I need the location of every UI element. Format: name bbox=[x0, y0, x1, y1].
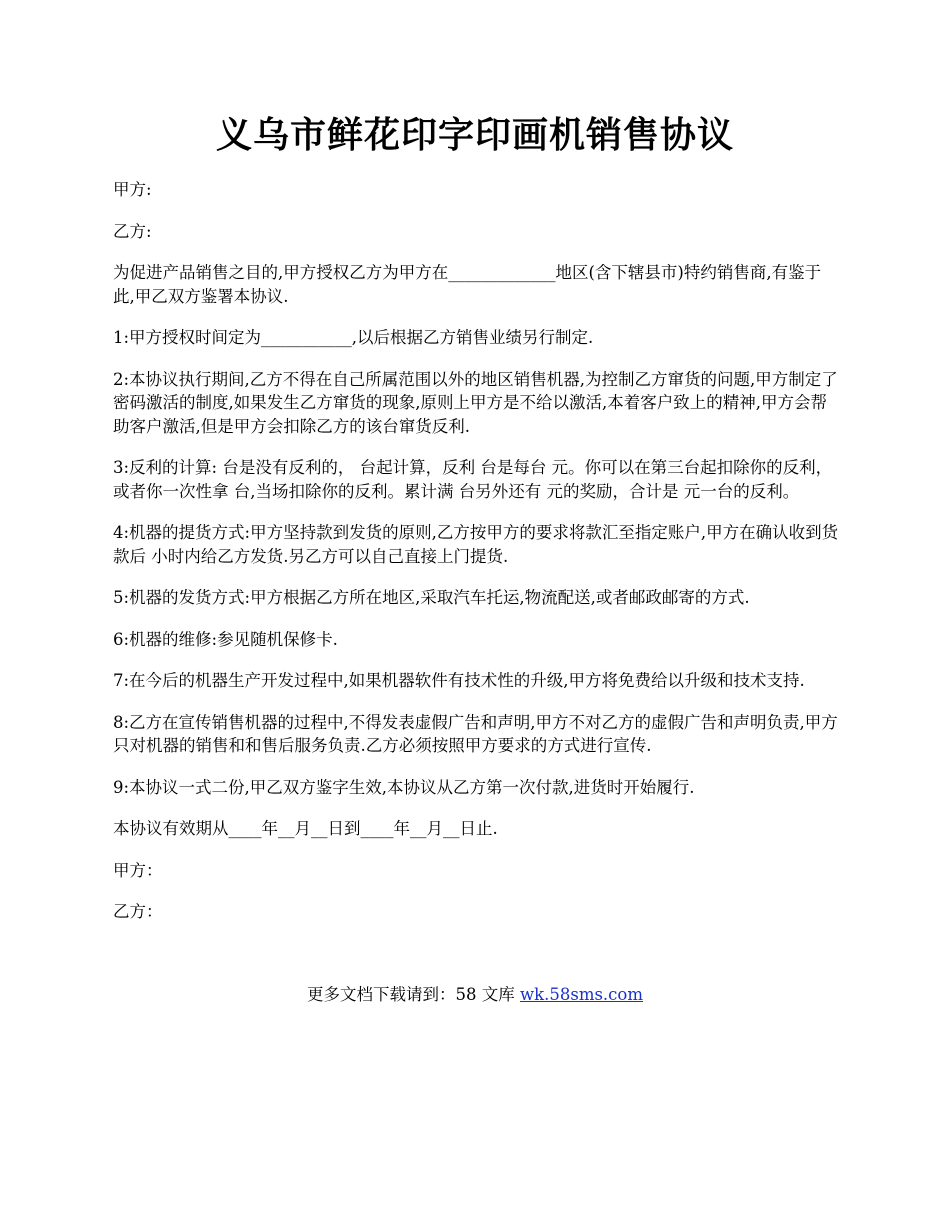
clause-1: 1:甲方授权时间定为___________,以后根据乙方销售业绩另行制定. bbox=[113, 328, 594, 347]
footer bbox=[0, 983, 950, 1007]
clause-2: 2:本协议执行期间,乙方不得在自己所属范围以外的地区销售机器,为控制乙方窜货的问题,甲方制定了密码激活的制度,如果发生乙方窜货的现象,原则上甲方是不给以激活,本着客户致上的精神,甲方会帮助客户激活,但是甲方会扣除乙方的该台窜货反利. bbox=[113, 369, 838, 436]
party-b-signature: 乙方： bbox=[113, 902, 163, 921]
preamble-paragraph: 为促进产品销售之目的,甲方授权乙方为甲方在_____________地区(含下辖县市)特约销售商,有鉴于此,甲乙双方鉴署本协议. bbox=[113, 263, 822, 306]
footer-link[interactable]: wk.58sms.com bbox=[519, 985, 643, 1004]
clause-7: 7:在今后的机器生产开发过程中,如果机器软件有技术性的升级,甲方将免费给以升级和技术支持. bbox=[113, 671, 805, 690]
clause-9: 9:本协议一式二份,甲乙双方鉴字生效,本协议从乙方第一次付款,进货时开始履行. bbox=[113, 777, 695, 797]
party-a-signature: 甲方： bbox=[113, 860, 163, 880]
document-body bbox=[113, 178, 841, 942]
validity-period: 本协议有效期从____年__月__日到____年__月__日止. bbox=[113, 819, 498, 838]
clause-5: 5:机器的发货方式:甲方根据乙方所在地区,采取汽车托运,物流配送,或者邮政邮寄的方式. bbox=[113, 588, 750, 607]
footer-text: 更多文档下载请到：58 文库 bbox=[306, 985, 520, 1004]
party-b-label: 乙方: bbox=[113, 221, 152, 241]
document-title: 义乌市鲜花印字印画机销售协议 bbox=[215, 114, 734, 156]
clause-6: 6:机器的维修:参见随机保修卡. bbox=[113, 629, 338, 649]
party-a-label: 甲方: bbox=[113, 180, 152, 199]
clause-4: 4:机器的提货方式:甲方坚持款到发货的原则,乙方按甲方的要求将款汇至指定账户,甲方在确认收到货款后 小时内给乙方发货.另乙方可以自己直接上门提货. bbox=[113, 523, 839, 566]
clause-8: 8:乙方在宣传销售机器的过程中,不得发表虚假广告和声明,甲方不对乙方的虚假广告和声明负责,甲方只对机器的销售和和售后服务负责.乙方必须按照甲方要求的方式进行宣传. bbox=[113, 712, 838, 755]
clause-3: 3:反利的计算: 台是没有反利的， 台起计算，反利 台是每台 元。你可以在第三台起扣除你的反利，或者你一次性拿 台,当场扣除你的反利。累计满 台另外还有 元的奖励，合计是 元一台的反利。 bbox=[113, 458, 833, 501]
